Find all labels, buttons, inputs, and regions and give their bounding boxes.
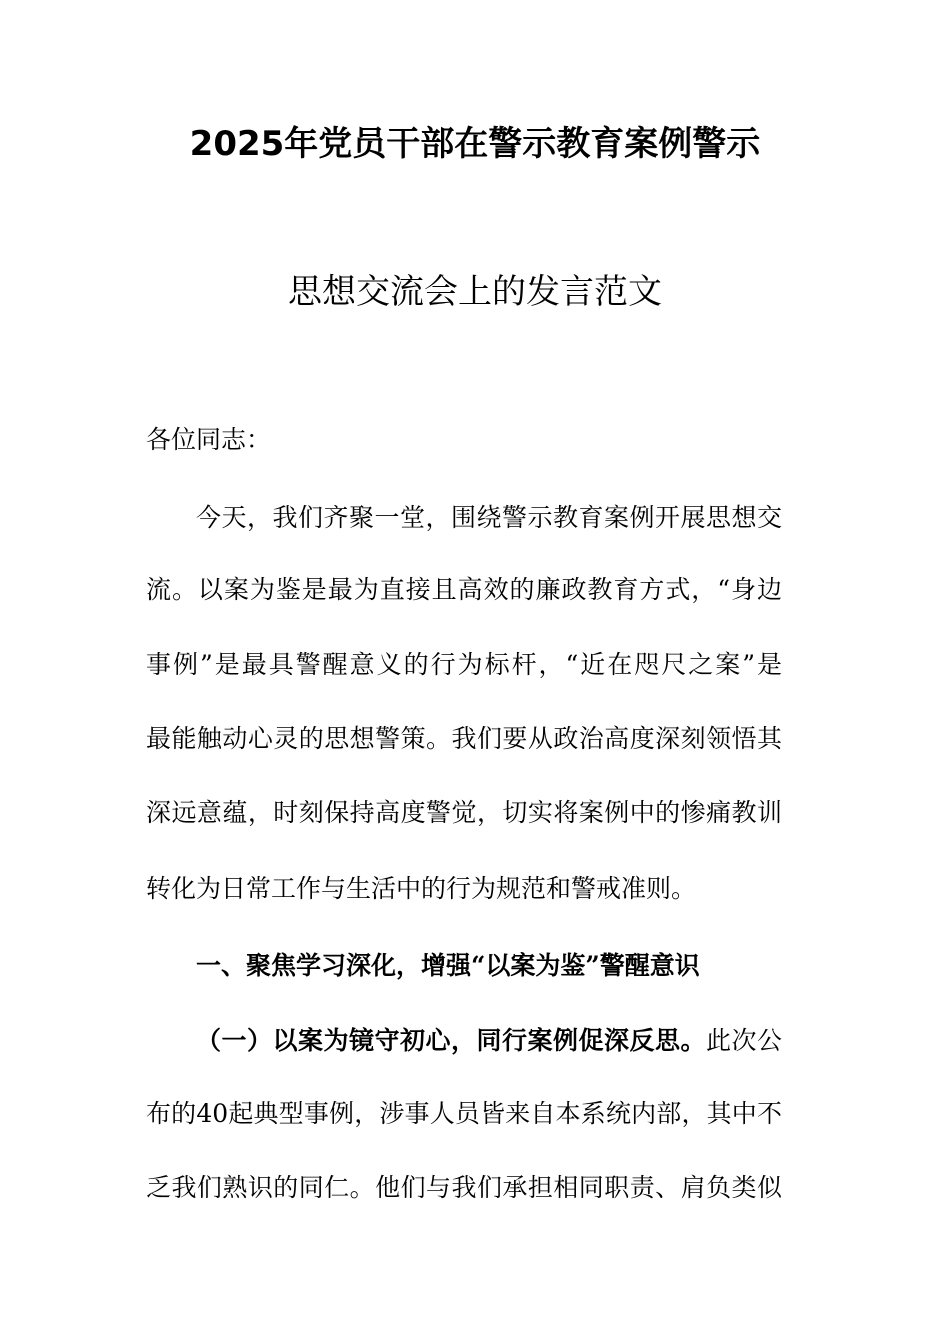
subsection-1-line-2: 布的40起典型事例，涉事人员皆来自本系统内部，其中不	[146, 1099, 782, 1128]
subsection-1-first-line	[196, 1025, 782, 1057]
intro-line-6: 转化为日常工作与生活中的行为规范和警戒准则。	[146, 874, 697, 903]
subsection-1-lead-tail: 此次公	[705, 1026, 782, 1055]
subsection-1-bold-lead: （一）以案为镜守初心，同行案例促深反思。	[196, 1026, 706, 1055]
intro-line-1: 今天，我们齐聚一堂，围绕警示教育案例开展思想交	[196, 503, 782, 532]
document-title-line-2: 思想交流会上的发言范文	[288, 272, 662, 312]
section-1-heading: 一、聚焦学习深化，增强“以案为鉴”警醒意识	[196, 951, 700, 980]
intro-line-3: 事例”是最具警醒意义的行为标杆，“近在咫尺之案”是	[146, 650, 782, 679]
intro-line-2: 流。以案为鉴是最为直接且高效的廉政教育方式，“身边	[146, 575, 782, 604]
document-title-line-1: 2025年党员干部在警示教育案例警示	[189, 124, 761, 164]
intro-line-5: 深远意蕴，时刻保持高度警觉，切实将案例中的惨痛教训	[146, 798, 782, 827]
intro-line-4: 最能触动心灵的思想警策。我们要从政治高度深刻领悟其	[146, 724, 782, 753]
subsection-1-line-3: 乏我们熟识的同仁。他们与我们承担相同职责、肩负类似	[146, 1173, 782, 1202]
salutation: 各位同志：	[146, 425, 272, 454]
